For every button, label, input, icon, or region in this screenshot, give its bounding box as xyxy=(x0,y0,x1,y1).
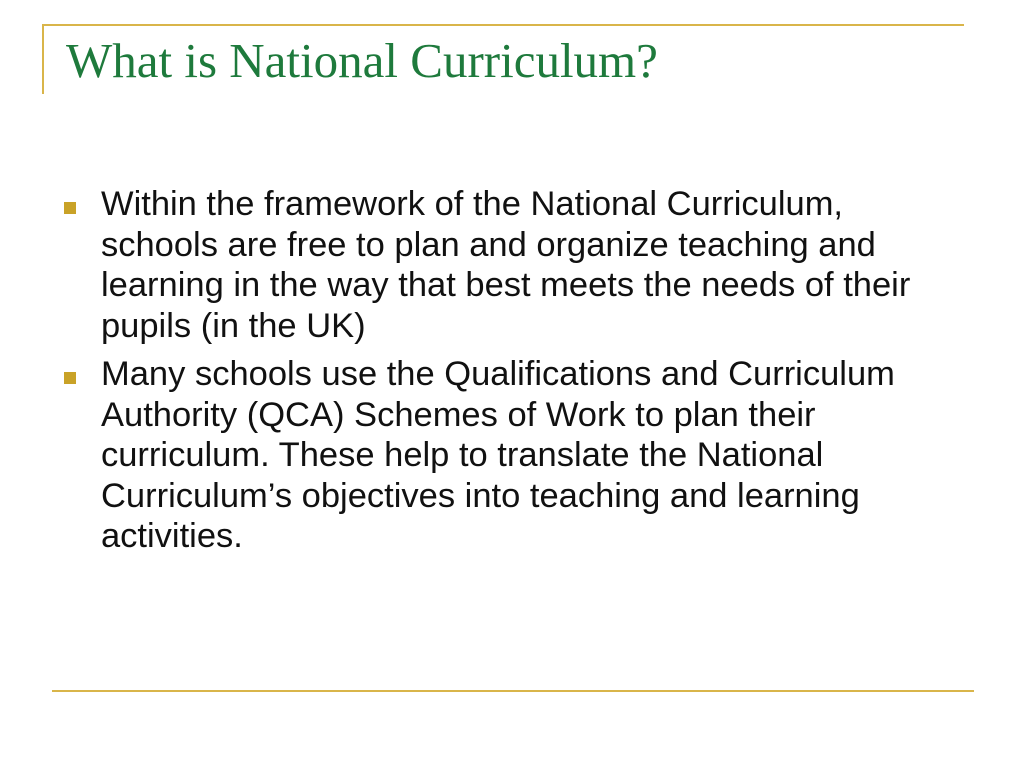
bullet-text: Within the framework of the National Curriculum, schools are free to plan and organize teaching and learning in the way that best meets the needs of their pupils (in the UK) xyxy=(101,185,911,345)
top-rule xyxy=(42,24,964,26)
square-bullet-icon xyxy=(64,372,76,384)
bullet-item xyxy=(62,354,962,557)
left-rule xyxy=(42,24,44,94)
bullet-list xyxy=(62,184,962,565)
bullet-item xyxy=(62,184,962,346)
square-bullet-icon xyxy=(64,202,76,214)
slide-title: What is National Curriculum? xyxy=(66,33,658,88)
bottom-rule xyxy=(52,690,974,692)
bullet-text: Many schools use the Qualifications and Curriculum Authority (QCA) Schemes of Work to plan their curriculum. These help to translate the National Curriculum’s objectives into teaching and learning activities. xyxy=(101,355,895,555)
